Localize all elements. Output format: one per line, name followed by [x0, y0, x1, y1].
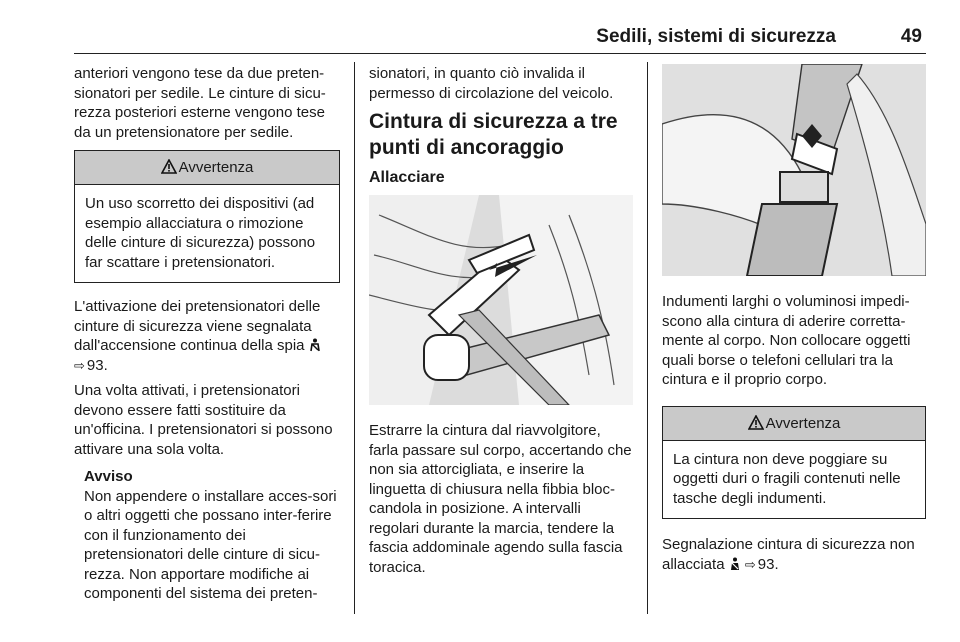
fastening-paragraph: Estrarre la cintura dal riavvolgitore, farla passare sul corpo, accertando che non sia attorcigliata, e inserire la linguetta di chiusura nella fibbia bloc-candola in posizione. A intervalli regolari durante la marcia, tendere la fascia addominale agendo sulla fascia toracica. [369, 422, 632, 576]
page-ref-arrow-icon: ⇨ [74, 357, 85, 373]
activation-paragraph [74, 297, 340, 375]
activated-paragraph: Una volta attivati, i pretensionatori devono essere fatti sostituire da un'officina. I pretensionatori si possono attivare una sola volta. [74, 382, 333, 458]
warning-triangle-icon [748, 415, 764, 430]
warning-body-1: Un uso scorretto dei dispositivi (ad esempio allacciatura o rimozione delle cinture di sicurezza) possono far scattare i pretensionatori. [85, 195, 316, 271]
middle-column [369, 64, 633, 577]
intro-paragraph: anteriori vengono tese da due preten-sionatori per sedile. Le cinture di sicu-rezza posteriori esterne vengono tese da un pretensionatore per sedile. [74, 65, 326, 141]
warning-title-2: Avvertenza [765, 414, 841, 432]
signal-page-ref[interactable]: 93. [757, 555, 779, 573]
warning-title-1: Avvertenza [178, 159, 254, 176]
note-title: Avviso [84, 468, 133, 485]
left-column [74, 64, 340, 604]
warning-box-1 [74, 150, 340, 283]
illustration-fastening-belt [369, 195, 633, 405]
warning-body-2: La cintura non deve poggiare su oggetti duri o fragili contenuti nelle tasche degli indumenti. [673, 450, 901, 507]
seatbelt-reminder-icon [729, 557, 741, 571]
page-header [74, 18, 926, 54]
activation-page-ref[interactable]: 93. [86, 356, 108, 374]
seatbelt-warning-light-icon [309, 338, 321, 352]
column-divider-1 [354, 62, 355, 614]
continued-paragraph: sionatori, in quanto ciò invalida il permesso di circolazione del veicolo. [369, 65, 614, 102]
note-block [74, 467, 340, 604]
section-heading: Cintura di sicurezza a tre punti di ancoraggio [369, 110, 618, 159]
right-column [662, 64, 926, 574]
header-title: Sedili, sistemi di sicurezza [596, 26, 836, 47]
warning-header-1 [75, 151, 339, 185]
warning-box-2 [662, 406, 926, 520]
header-rule [74, 53, 926, 54]
page-number: 49 [900, 26, 922, 47]
column-divider-2 [647, 62, 648, 614]
activation-text: L'attivazione dei pretensionatori delle cinture di sicurezza viene segnalata dall'accensione continua della spia [74, 298, 321, 354]
clothing-paragraph: Indumenti larghi o voluminosi impedi-scono alla cintura di aderire corretta-mente al corpo. Non collocare oggetti quali borse o telefoni cellulari tra la cintura e il proprio corpo. [662, 293, 911, 388]
warning-header-2 [663, 407, 925, 441]
warning-triangle-icon [161, 159, 177, 174]
page-ref-arrow-icon: ⇨ [744, 556, 756, 572]
illustration-buckle [662, 64, 926, 276]
signal-text: Segnalazione cintura di sicurezza non allacciata [662, 536, 915, 573]
note-body: Non appendere o installare acces-sori o altri oggetti che possano inter-ferire con il funzionamento dei pretensionatori delle cinture di sicu-rezza. Non apportare modifiche ai componenti del sistema dei preten- [84, 487, 337, 602]
signal-paragraph [662, 535, 926, 574]
subsection-heading: Allacciare [369, 169, 445, 186]
